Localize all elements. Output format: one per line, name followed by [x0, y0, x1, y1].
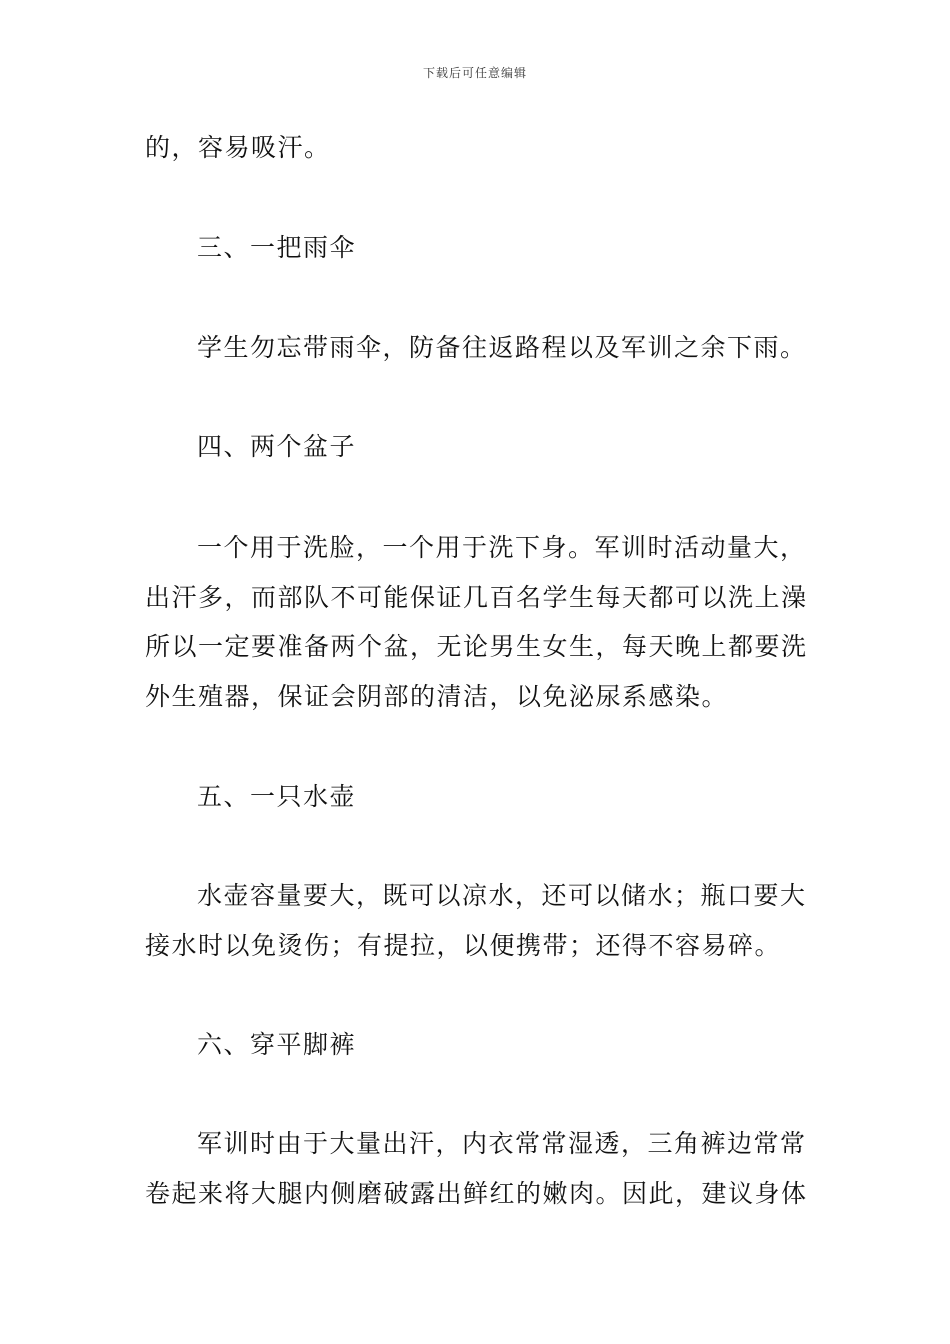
section-heading-boxers: 六、穿平脚裤: [197, 1030, 357, 1059]
page-header: 下载后可任意编辑: [422, 66, 527, 80]
section-heading-umbrella: 三、一把雨伞: [197, 233, 357, 262]
paragraph-line: 出汗多，而部队不可能保证几百名学生每天都可以洗上澡: [145, 583, 808, 612]
paragraph-line: 所以一定要准备两个盆，无论男生女生，每天晚上都要洗: [145, 632, 808, 661]
paragraph-line: 的，容易吸汗。: [145, 133, 331, 162]
paragraph-line: 军训时由于大量出汗，内衣常常湿透，三角裤边常常: [197, 1129, 807, 1158]
section-heading-kettle: 五、一只水壶: [197, 782, 357, 811]
paragraph-line: 一个用于洗脸，一个用于洗下身。军训时活动量大，: [197, 533, 807, 562]
paragraph-line: 学生勿忘带雨伞，防备往返路程以及军训之余下雨。: [197, 333, 807, 362]
paragraph-line: 水壶容量要大，既可以凉水，还可以储水；瓶口要大: [197, 881, 807, 910]
section-heading-basins: 四、两个盆子: [197, 432, 357, 461]
paragraph-line: 接水时以免烫伤；有提拉，以便携带；还得不容易碎。: [145, 931, 782, 960]
paragraph-line: 外生殖器，保证会阴部的清洁，以免泌尿系感染。: [145, 682, 729, 711]
paragraph-line: 卷起来将大腿内侧磨破露出鲜红的嫩肉。因此，建议身体: [145, 1179, 808, 1208]
